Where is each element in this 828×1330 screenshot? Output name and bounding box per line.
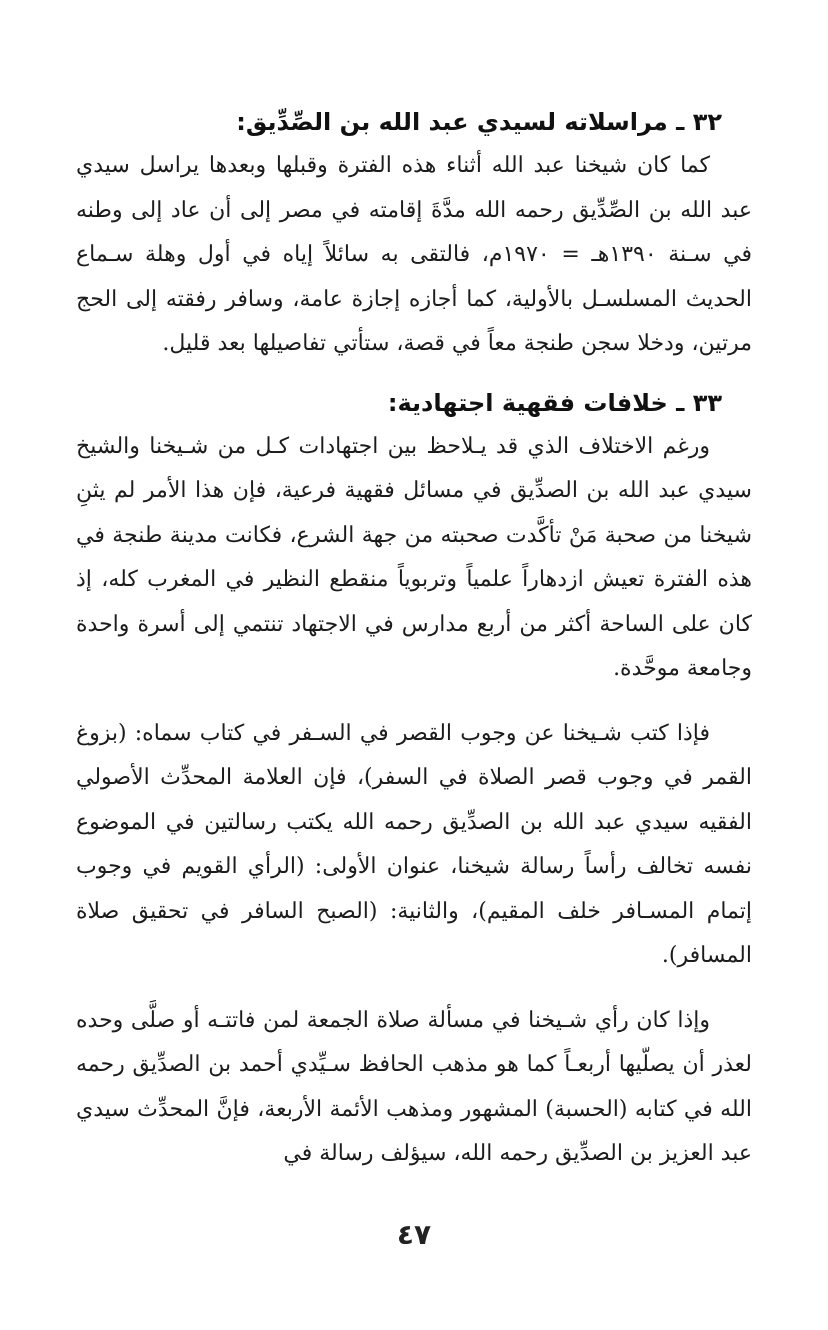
section-32-paragraph: كما كان شيخنا عبد الله أثناء هذه الفترة وقبلها وبعدها يراسل سيدي عبد الله بن الصِّدِّيق رحمه الله مدَّةَ إقامته في مصر إلى أن عاد إلى وطنه في سـنة ١٣٩٠هـ = ١٩٧٠م، فالتقى به سائلاً إياه في أول وهلة سـماع الحديث المسلسـل بالأولية، كما أجازه إجازة عامة، وسافر رفقته إلى الحج مرتين، ودخلا سجن طنجة معاً في قصة، ستأتي تفاصيلها بعد قليل. xyxy=(76,153,753,356)
section-33-paragraph-1: ورغم الاختلاف الذي قد يـلاحظ بين اجتهادات كـل من شـيخنا والشيخ سيدي عبد الله بن الصدِّيق في مسائل فقهية فرعية، فإن هذا الأمر لم يثنِ شيخنا من صحبة مَنْ تأكَّدت صحبته من جهة الشرع، فكانت مدينة طنجة في هذه الفترة تعيش ازدهاراً علمياً وتربوياً منقطع النظير في المغرب كله، إذ كان على الساحة أكثر من أربع مدارس في الاجتهاد تنتمي إلى أسرة واحدة وجامعة موحَّدة. xyxy=(76,433,752,681)
page-number: ٤٧ xyxy=(396,1218,432,1251)
section-33-paragraph-2: فإذا كتب شـيخنا عن وجوب القصر في السـفر في كتاب سماه: (بزوغ القمر في وجوب قصر الصلاة في السفر)، فإن العلامة المحدِّث الأصولي الفقيه سيدي عبد الله بن الصدِّيق رحمه الله يكتب رسالتين في الموضوع نفسه تخالف رأساً رسالة شيخنا، عنوان الأولى: (الرأي القويم في وجوب إتمام المسـافر خلف المقيم)، والثانية: (الصبح السافر في تحقيق صلاة المسافر). xyxy=(76,720,752,968)
page-body xyxy=(76,100,752,1177)
section-32-heading: ٣٢ ـ مراسلاته لسيدي عبد الله بن الصِّدِّيق: xyxy=(236,108,722,136)
section-33-paragraph-3: وإذا كان رأي شـيخنا في مسألة صلاة الجمعة لمن فاتتـه أو صلَّى وحده لعذر أن يصلّيها أربعـاً كما هو مذهب الحافظ سـيِّدي أحمد بن الصدِّيق رحمه الله في كتابه (الحسبة) المشهور ومذهب الأئمة الأربعة، فإنَّ المحدِّث سيدي عبد العزيز بن الصدِّيق رحمه الله، سيؤلف رسالة في xyxy=(76,1007,752,1166)
section-33-heading: ٣٣ ـ خلافات فقهية اجتهادية: xyxy=(387,388,722,417)
